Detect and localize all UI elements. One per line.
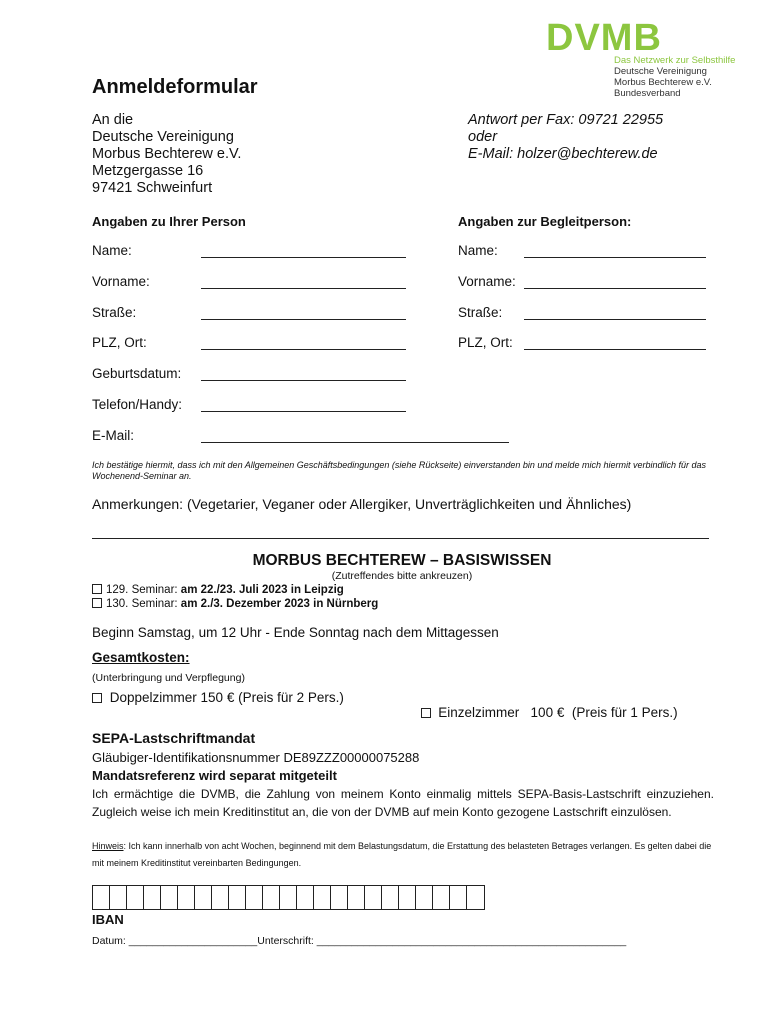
iban-input[interactable] [92,885,485,910]
companion-street-field[interactable] [524,319,706,320]
person-heading: Angaben zu Ihrer Person [92,214,246,229]
iban-cell[interactable] [467,886,484,909]
checkbox-icon[interactable] [92,693,102,703]
checkbox-icon[interactable] [92,598,102,608]
sepa-text: Ich ermächtige die DVMB, die Zahlung von meinem Konto einmalig mittels SEPA-Basis-Lastschrift einzuziehen. Zugleich weise ich mein Kreditinstitut an, die von der DVMB auf mein Konto gezogene Lastschrift einzulösen. [92,787,714,819]
person-firstname-field[interactable] [201,288,406,289]
companion-city-field[interactable] [524,349,706,350]
companion-firstname-field[interactable] [524,288,706,289]
logo-tagline: Das Netzwerk zur Selbsthilfe [614,55,736,66]
double-room-label: Doppelzimmer 150 € (Preis für 2 Pers.) [109,690,344,705]
person-phone-label: Telefon/Handy: [92,397,183,412]
logo-line-2: Morbus Bechterew e.V. [614,77,712,88]
checkbox-icon[interactable] [421,708,431,718]
iban-cell[interactable] [195,886,212,909]
seminar-title: MORBUS BECHTEREW – BASISWISSEN [252,552,552,569]
sepa-heading: SEPA-Lastschriftmandat [92,730,256,746]
address-line-4: Metzgergasse 16 [92,163,204,179]
iban-cell[interactable] [450,886,467,909]
companion-firstname-label: Vorname: [458,274,516,289]
costs-heading: Gesamtkosten: [92,650,190,665]
person-birthdate-label: Geburtsdatum: [92,366,182,381]
seminar-option-prefix: 130. Seminar: [106,598,181,610]
iban-cell[interactable] [127,886,144,909]
companion-name-label: Name: [458,243,498,258]
iban-cell[interactable] [416,886,433,909]
remarks-label: Anmerkungen: (Vegetarier, Veganer oder Allergiker, Unverträglichkeiten und Ähnliches) [92,496,632,512]
hint-text: : Ich kann innerhalb von acht Wochen, beginnend mit dem Belastungsdatum, die Erstattung des belasteten Betrages verlangen. Es gelten dabei die mit meinem Kreditinstitut vereinbarten Bedingungen. [92,841,712,868]
logo-line-3: Bundesverband [614,88,681,99]
email-line: E-Mail: holzer@bechterew.de [468,146,658,162]
double-room-option[interactable] [92,690,344,705]
single-room-option[interactable] [413,690,678,720]
mandate-reference: Mandatsreferenz wird separat mitgeteilt [92,768,337,783]
person-city-label: PLZ, Ort: [92,335,147,350]
person-birthdate-field[interactable] [201,380,406,381]
iban-label: IBAN [92,912,124,927]
fax-line: Antwort per Fax: 09721 22955 [468,112,664,128]
logo-line-1: Deutsche Vereinigung [614,66,707,77]
address-line-5: 97421 Schweinfurt [92,180,213,196]
page-title: Anmeldeformular [92,76,258,98]
iban-cell[interactable] [144,886,161,909]
remarks-field[interactable] [92,538,709,539]
iban-cell[interactable] [314,886,331,909]
address-line-3: Morbus Bechterew e.V. [92,146,242,162]
person-phone-field[interactable] [201,411,406,412]
checkbox-icon[interactable] [92,584,102,594]
companion-heading: Angaben zur Begleitperson: [458,214,632,229]
or-line: oder [468,129,498,145]
costs-note: (Unterbringung und Verpflegung) [92,672,245,684]
iban-cell[interactable] [297,886,314,909]
iban-cell[interactable] [399,886,416,909]
signature-row[interactable] [92,935,626,947]
iban-cell[interactable] [348,886,365,909]
iban-cell[interactable] [331,886,348,909]
iban-cell[interactable] [246,886,263,909]
person-name-label: Name: [92,243,132,258]
person-street-field[interactable] [201,319,406,320]
iban-cell[interactable] [263,886,280,909]
iban-cell[interactable] [93,886,110,909]
seminar-option-date: am 2./3. Dezember 2023 in Nürnberg [180,598,379,610]
seminar-option-130[interactable] [92,598,378,610]
seminar-option-129[interactable] [92,584,344,596]
date-field[interactable]: Datum: ______________________ [92,935,258,947]
seminar-option-date: am 22./23. Juli 2023 in Leipzig [180,584,344,596]
person-firstname-label: Vorname: [92,274,150,289]
iban-cell[interactable] [382,886,399,909]
person-email-label: E-Mail: [92,428,135,443]
single-room-label: Einzelzimmer 100 € (Preis für 1 Pers.) [438,705,678,720]
iban-cell[interactable] [280,886,297,909]
dvmb-logo: DVMB [546,17,662,59]
person-street-label: Straße: [92,305,137,320]
companion-name-field[interactable] [524,257,706,258]
iban-cell[interactable] [161,886,178,909]
person-name-field[interactable] [201,257,406,258]
iban-cell[interactable] [212,886,229,909]
companion-street-label: Straße: [458,305,503,320]
address-line-1: An die [92,112,134,128]
iban-cell[interactable] [110,886,127,909]
iban-cell[interactable] [178,886,195,909]
iban-cell[interactable] [433,886,450,909]
address-line-2: Deutsche Vereinigung [92,129,234,145]
seminar-schedule: Beginn Samstag, um 12 Uhr - Ende Sonntag nach dem Mittagessen [92,625,499,640]
creditor-id: Gläubiger-Identifikationsnummer DE89ZZZ00000075288 [92,750,420,765]
hint-label: Hinweis [92,841,124,851]
seminar-option-prefix: 129. Seminar: [106,584,181,596]
signature-field[interactable]: Unterschrift: _____________________________________________________ [257,935,627,947]
seminar-subtitle: (Zutreffendes bitte ankreuzen) [331,570,473,582]
sepa-hint [92,838,714,872]
person-email-field[interactable] [201,442,509,443]
consent-text: Ich bestätige hiermit, dass ich mit den Allgemeinen Geschäftsbedingungen (siehe Rückseite) einverstanden bin und melde mich hiermit verbindlich für das Wochenend-Seminar an. [92,460,706,481]
companion-city-label: PLZ, Ort: [458,335,513,350]
person-city-field[interactable] [201,349,406,350]
iban-cell[interactable] [229,886,246,909]
iban-cell[interactable] [365,886,382,909]
